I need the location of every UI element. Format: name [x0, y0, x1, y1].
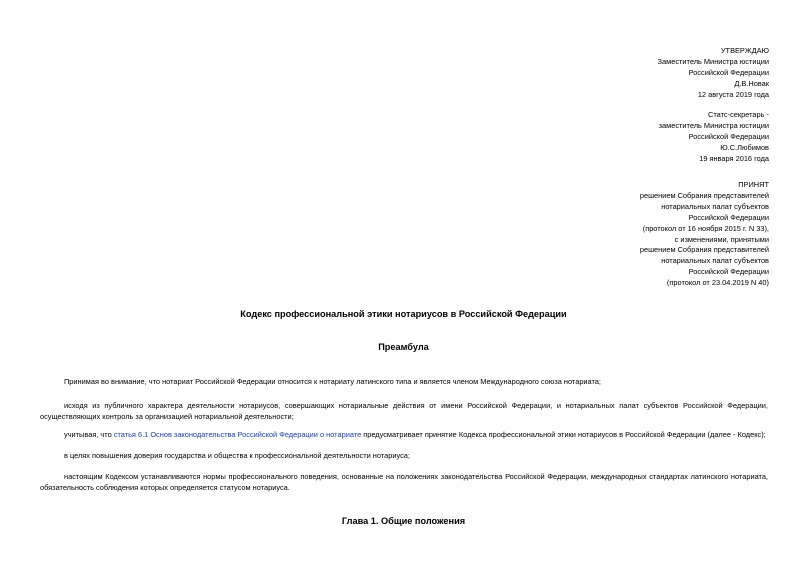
preamble-paragraph-5: настоящим Кодексом устанавливаются нормы профессионального поведения, основанные на положениях законодательства Российской Федерации, международных стандартах латинского нотариата, обязательность соблюдения которых определяется статусом нотариуса.	[40, 472, 768, 493]
approval-line: Ю.С.Любимов	[720, 142, 769, 152]
law-article-link[interactable]: статья 6.1 Основ законодательства Российской Федерации о нотариате	[113, 430, 362, 440]
approval-line: заместитель Министра юстиции	[658, 120, 769, 130]
chapter-heading: Глава 1. Общие положения	[341, 516, 466, 526]
preamble-paragraph-2: исходя из публичного характера деятельности нотариусов, совершающих нотариальные действия от имени Российской Федерации, и нотариальных палат субъектов Российской Федерации, осуществляющих контроль за организацией нотариальной деятельности;	[40, 401, 768, 422]
preamble-paragraph-3	[40, 429, 768, 440]
approval-line: с изменениями, принятыми	[674, 234, 769, 244]
approval-line: 12 августа 2019 года	[697, 89, 769, 99]
approval-block-adopted	[640, 180, 769, 289]
approval-line: УТВЕРЖДАЮ	[720, 46, 769, 55]
approval-line: нотариальных палат субъектов	[661, 256, 769, 266]
approval-line: Российской Федерации	[688, 267, 769, 277]
approval-line: решением Собрания представителей	[639, 190, 769, 200]
paragraph-text: учитывая, что	[64, 430, 114, 440]
preamble-heading: Преамбула	[378, 342, 429, 352]
approval-line: (протокол от 16 ноября 2015 г. N 33),	[642, 223, 769, 233]
approval-block-deputy-minister	[658, 46, 769, 101]
preamble-paragraph-4: в целях повышения доверия государства и общества к профессиональной деятельности нотариуса;	[64, 451, 410, 461]
approval-line: Статс-секретарь -	[708, 110, 769, 119]
approval-line: решением Собрания представителей	[639, 245, 769, 255]
document-title: Кодекс профессиональной этики нотариусов в Российской Федерации	[240, 309, 567, 319]
approval-line: Д.В.Новак	[734, 78, 769, 88]
approval-block-state-secretary	[659, 110, 769, 165]
approval-line: Российской Федерации	[688, 67, 769, 77]
approval-line: ПРИНЯТ	[738, 180, 769, 189]
approval-line: нотариальных палат субъектов	[661, 201, 769, 211]
approval-line: Заместитель Министра юстиции	[657, 56, 769, 66]
approval-line: Российской Федерации	[688, 212, 769, 222]
approval-line: (протокол от 23.04.2019 N 40)	[666, 278, 769, 288]
paragraph-text: предусматривает принятие Кодекса профессиональной этики нотариусов в Российской Федерации (далее - Кодекс);	[361, 430, 766, 440]
preamble-paragraph-1: Принимая во внимание, что нотариат Российской Федерации относится к нотариату латинского типа и является членом Международного союза нотариата;	[64, 377, 601, 387]
approval-line: Российской Федерации	[688, 131, 769, 141]
approval-line: 19 января 2016 года	[699, 153, 769, 163]
